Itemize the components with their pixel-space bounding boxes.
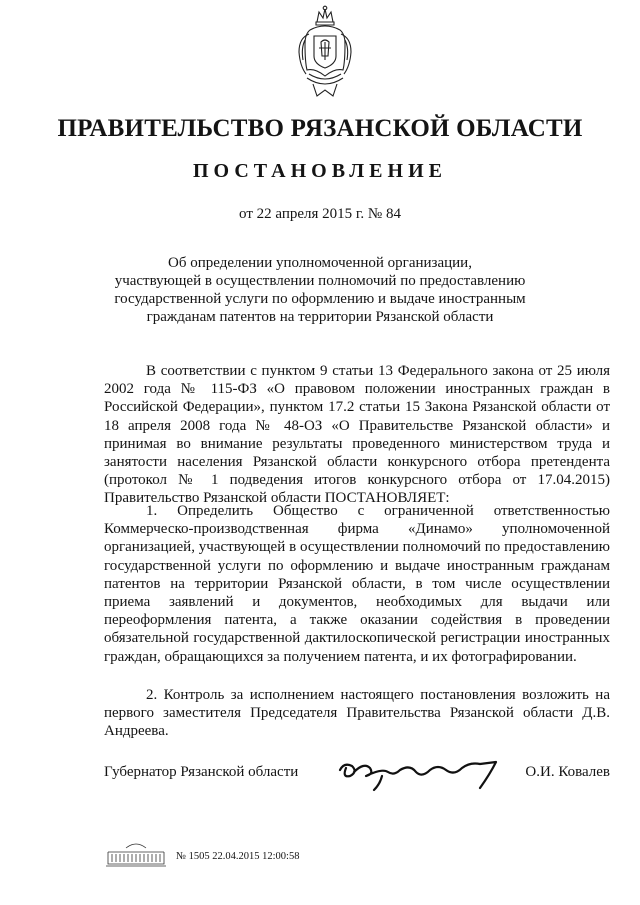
subject-line: участвующей в осуществлении полномочий по предоставлению — [114, 273, 526, 289]
signature-block — [104, 764, 610, 804]
clause-2-text: 2. Контроль за исполнением настоящего постановления возложить на первого заместителя Председателя Правительства Рязанской области Д.В. Андреева. — [104, 687, 610, 740]
signer-name: О.И. Ковалев — [525, 764, 610, 780]
clause-1-paragraph — [104, 502, 610, 666]
registration-mark: № 1505 22.04.2015 12:00:58 — [176, 851, 300, 862]
preamble-paragraph — [104, 362, 610, 508]
organization-title: ПРАВИТЕЛЬСТВО РЯЗАНСКОЙ ОБЛАСТИ — [57, 115, 583, 142]
subject-line: гражданам патентов на территории Рязанской области — [146, 309, 494, 325]
document-subject — [0, 254, 640, 326]
coat-of-arms-emblem — [295, 4, 355, 100]
registry-stamp-icon — [104, 840, 168, 868]
subject-line: Об определении уполномоченной организации, — [168, 255, 472, 271]
clause-1-text: 1. Определить Общество с ограниченной ответственностью Коммерческо-производственная фирма «Динамо» уполномоченной организацией, участвующей в осуществлении полномочий по предоставлению государственной услуги по оформлению и выдаче иностранным гражданам патентов на территории Рязанской области, в том числе осуществлении приема заявлений и документов, необходимых для выдачи или переоформления патента, а также оказании содействия в проведении обязательной государственной дактилоскопической регистрации иностранных граждан, обращающихся за получением патента, и их фотографировании. — [104, 503, 610, 665]
document-type-heading: ПОСТАНОВЛЕНИЕ — [193, 160, 447, 182]
handwritten-signature — [330, 754, 510, 798]
document-date-number: от 22 апреля 2015 г. № 84 — [239, 206, 401, 222]
subject-line: государственной услуги по оформлению и выдаче иностранным — [114, 291, 526, 307]
signer-position: Губернатор Рязанской области — [104, 764, 299, 780]
preamble-text: В соответствии с пунктом 9 статьи 13 Федерального закона от 25 июля 2002 года № 115-ФЗ «О правовом положении иностранных граждан в Российской Федерации», пунктом 17.2 статьи 15 Закона Рязанской области от 18 апреля 2008 года № 48-ОЗ «О Правительстве Рязанской области» и принимая во внимание результаты проведенного министерством труда и занятости населения Рязанской области конкурсного отбора претендента (протокол № 1 подведения итогов конкурсного отбора от 17.04.2015) Правительство Рязанской области ПОСТАНОВЛЯЕТ: — [104, 363, 610, 507]
clause-2-paragraph — [104, 686, 610, 741]
